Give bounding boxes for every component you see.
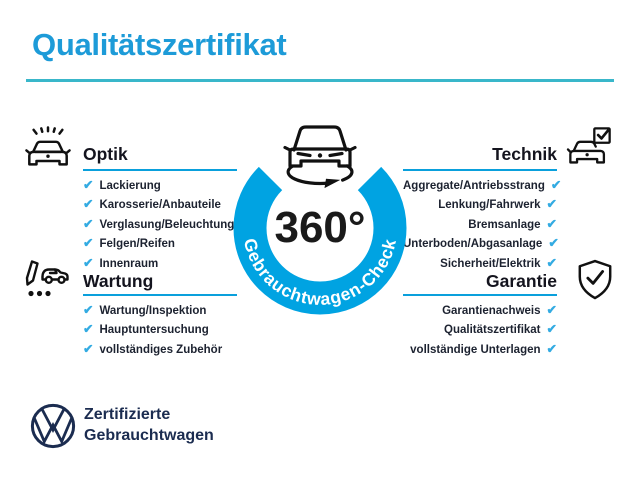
technik-checklist (403, 176, 562, 273)
check-icon: ✔ (550, 178, 562, 192)
checklist-item (83, 301, 237, 320)
checklist-item (403, 320, 557, 339)
check-icon: ✔ (546, 341, 557, 356)
checklist-label: Qualitätszertifikat (444, 324, 541, 337)
vw-logo (29, 402, 77, 450)
wartung-checklist (83, 301, 237, 359)
rotation-arrowhead (325, 179, 341, 188)
section-underline (403, 294, 557, 296)
check-icon: ✔ (83, 236, 94, 251)
section-underline (83, 294, 237, 296)
degrees-label: 360° (274, 203, 366, 252)
checklist-label: Bremsanlage (468, 218, 541, 231)
car-front-checkbox-icon (566, 126, 614, 172)
checklist-item (83, 320, 237, 339)
checklist-label: Wartung/Inspektion (99, 305, 207, 317)
checklist-label: Felgen/Reifen (99, 238, 175, 251)
checklist-label: Unterboden/Abgasanlage (403, 238, 543, 251)
checklist-label: Lackierung (99, 180, 161, 192)
car-front-shine-icon (24, 126, 72, 172)
checklist-label: vollständiges Zubehör (99, 343, 223, 356)
check-icon: ✔ (83, 322, 94, 337)
checklist-item (403, 301, 557, 320)
checklist-item (403, 234, 557, 253)
check-icon: ✔ (83, 303, 94, 317)
checklist-label: Hauptuntersuchung (99, 324, 209, 337)
checklist-label: Aggregate/Antriebsstrang (403, 180, 545, 192)
checklist-item (83, 176, 237, 195)
checklist-item (403, 176, 562, 195)
check-icon: ✔ (546, 197, 557, 212)
service-pen-car-icon (22, 258, 70, 300)
checklist-item (403, 215, 557, 234)
checklist-label: Verglasung/Beleuchtung (99, 218, 235, 231)
check-icon: ✔ (546, 216, 557, 231)
checklist-item (83, 340, 237, 359)
check-icon: ✔ (83, 216, 94, 231)
section-heading-technik: Technik (492, 144, 557, 164)
header-divider (26, 79, 614, 82)
center-360-badge (220, 108, 420, 320)
section-heading-garantie: Garantie (486, 271, 557, 291)
checklist-label: Karosserie/Anbauteile (99, 199, 221, 212)
shield-check-icon (576, 258, 614, 303)
checklist-item (403, 195, 557, 214)
check-icon: ✔ (548, 236, 559, 251)
check-icon: ✔ (546, 255, 557, 270)
check-icon: ✔ (83, 255, 94, 270)
footer-claim (84, 404, 214, 446)
check-icon: ✔ (546, 322, 557, 337)
garantie-checklist (403, 301, 557, 359)
section-heading-wartung: Wartung (83, 271, 154, 291)
checklist-label: Innenraum (99, 257, 159, 270)
checklist-label: Sicherheit/Elektrik (440, 257, 541, 270)
checklist-item (403, 340, 557, 359)
checklist-label: Lenkung/Fahrwerk (438, 199, 541, 212)
ring-label: Gebrauchtwagen-Check (239, 236, 401, 310)
check-icon: ✔ (83, 178, 94, 192)
checklist-item (83, 234, 237, 253)
checklist-label: Garantienachweis (442, 305, 541, 317)
check-icon: ✔ (83, 197, 94, 212)
check-icon: ✔ (83, 341, 94, 356)
check-icon: ✔ (546, 303, 557, 317)
checklist-item (83, 195, 237, 214)
page-title: Qualitätszertifikat (32, 27, 287, 62)
section-underline (83, 169, 237, 171)
footer-claim-line2: Gebrauchtwagen (84, 427, 214, 444)
footer-claim-line1: Zertifizierte (84, 406, 171, 423)
checklist-label: vollständige Unterlagen (410, 343, 541, 356)
section-underline (403, 169, 557, 171)
optik-checklist (83, 176, 237, 273)
section-heading-optik: Optik (83, 144, 128, 164)
checklist-item (83, 215, 237, 234)
